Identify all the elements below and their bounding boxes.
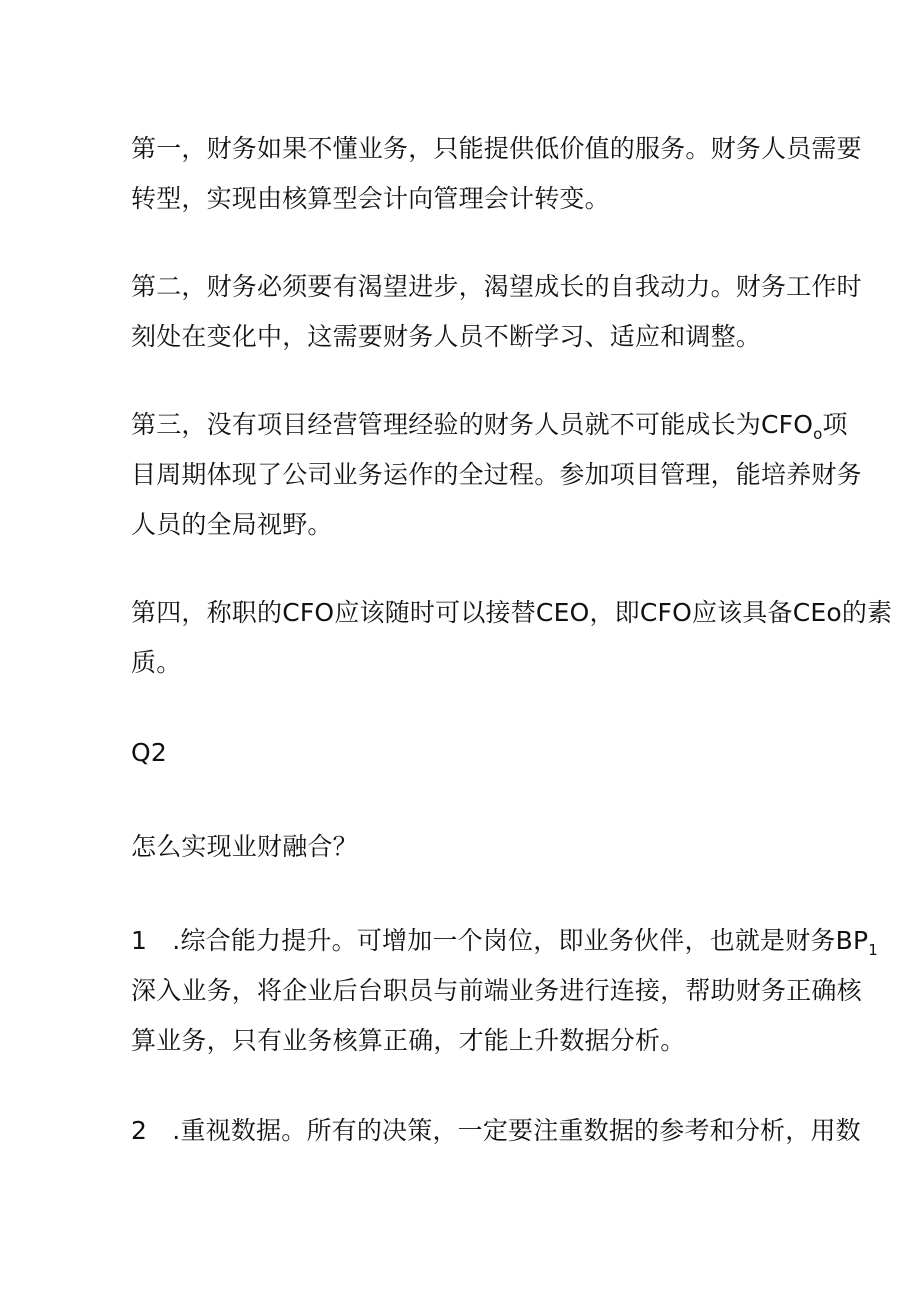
list-item-1-line-3: 算业务，只有业务核算正确，才能上升数据分析。 xyxy=(131,1026,686,1055)
paragraph-3-line-1-tail: 项 xyxy=(822,410,848,439)
paragraph-4 xyxy=(131,588,893,688)
paragraph-3 xyxy=(131,400,862,550)
list-item-1 xyxy=(131,916,879,1066)
heading-q2-text: Q2 xyxy=(131,738,167,767)
paragraph-4-line-1: 第四，称职的CFO应该随时可以接替CEO，即CFO应该具备CEo的素 xyxy=(131,598,893,627)
paragraph-3-line-2: 目周期体现了公司业务运作的全过程。参加项目管理，能培养财务 xyxy=(131,460,862,489)
list-item-1-line-2: 深入业务，将企业后台职员与前端业务进行连接，帮助财务正确核 xyxy=(131,976,862,1005)
heading-q2 xyxy=(131,728,801,778)
paragraph-1-line-2: 转型，实现由核算型会计向管理会计转变。 xyxy=(131,184,610,213)
question-text: 怎么实现业财融合？ xyxy=(131,832,358,861)
list-item-1-line-1-text: 1 .综合能力提升。可增加一个岗位，即业务伙伴，也就是财务BP xyxy=(131,926,869,955)
paragraph-4-line-2: 质。 xyxy=(131,648,182,677)
paragraph-3-subscript: o xyxy=(813,425,823,443)
paragraph-3-line-1 xyxy=(131,400,848,450)
paragraph-3-line-3: 人员的全局视野。 xyxy=(131,510,333,539)
paragraph-2-line-2: 刻处在变化中，这需要财务人员不断学习、适应和调整。 xyxy=(131,322,762,351)
list-item-1-subscript: 1 xyxy=(868,941,879,959)
list-item-2-line-1: 2 .重视数据。所有的决策，一定要注重数据的参考和分析，用数 xyxy=(131,1116,861,1145)
paragraph-2-line-1: 第二，财务必须要有渴望进步，渴望成长的自我动力。财务工作时 xyxy=(131,272,862,301)
question xyxy=(131,822,801,872)
paragraph-2 xyxy=(131,262,862,362)
paragraph-3-line-1-text: 第三，没有项目经营管理经验的财务人员就不可能成长为CFO xyxy=(131,410,814,439)
paragraph-1-line-1: 第一，财务如果不懂业务，只能提供低价值的服务。财务人员需要 xyxy=(131,134,862,163)
document-body xyxy=(131,124,893,1156)
paragraph-1 xyxy=(131,124,862,224)
list-item-2 xyxy=(131,1106,861,1156)
list-item-1-line-1 xyxy=(131,916,879,966)
